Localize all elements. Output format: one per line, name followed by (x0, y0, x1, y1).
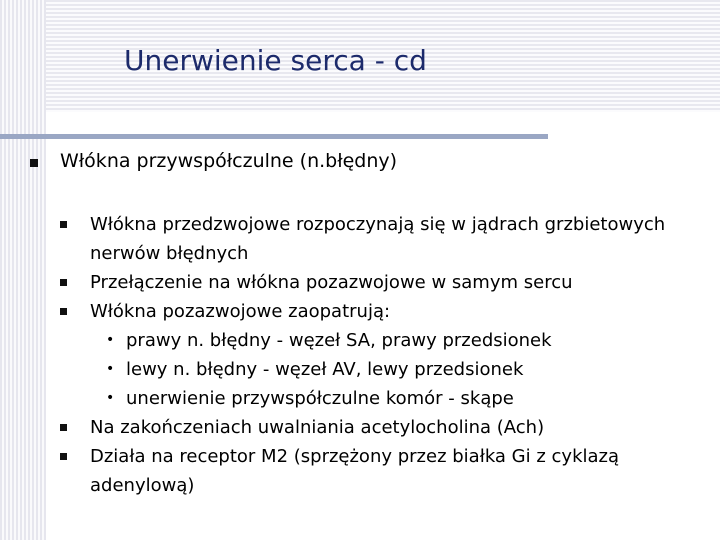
nested-list-item (90, 326, 680, 355)
list-item (60, 210, 680, 268)
nested-list (90, 326, 680, 413)
nested-list-item (90, 384, 680, 413)
nested-item-text: lewy n. błędny - węzeł AV, lewy przedsionek (126, 359, 524, 380)
nested-list-item (90, 355, 680, 384)
list-item (60, 413, 680, 442)
background-left-stripes (0, 0, 46, 540)
square-bullet-icon (60, 424, 67, 431)
nested-item-text: prawy n. błędny - węzeł SA, prawy przedsionek (126, 330, 552, 351)
list-item (60, 442, 680, 500)
square-bullet-icon (60, 453, 67, 460)
sub-bullet-list (60, 210, 680, 500)
main-bullet (30, 147, 700, 175)
dot-bullet-icon: • (106, 390, 115, 406)
list-item (60, 297, 680, 413)
dot-bullet-icon: • (106, 361, 115, 377)
title-divider (0, 134, 548, 139)
list-item-text: Włókna przedzwojowe rozpoczynają się w jądrach grzbietowych nerwów błędnych (90, 214, 666, 264)
list-item-text: Na zakończeniach uwalniania acetylocholina (Ach) (90, 417, 545, 438)
main-bullet-text: Włókna przywspółczulne (n.błędny) (60, 150, 398, 172)
square-bullet-icon (60, 221, 67, 228)
list-item-text: Przełączenie na włókna pozazwojowe w samym sercu (90, 272, 573, 293)
square-bullet-icon (30, 159, 38, 167)
list-item (60, 268, 680, 297)
nested-item-text: unerwienie przywspółczulne komór - skąpe (126, 388, 514, 409)
list-item-text: Działa na receptor M2 (sprzężony przez białka Gi z cyklazą adenylową) (90, 446, 620, 496)
list-item-text: Włókna pozazwojowe zaopatrują: (90, 301, 391, 322)
square-bullet-icon (60, 308, 67, 315)
dot-bullet-icon: • (106, 332, 115, 348)
square-bullet-icon (60, 279, 67, 286)
slide-title: Unerwienie serca - cd (124, 44, 427, 77)
